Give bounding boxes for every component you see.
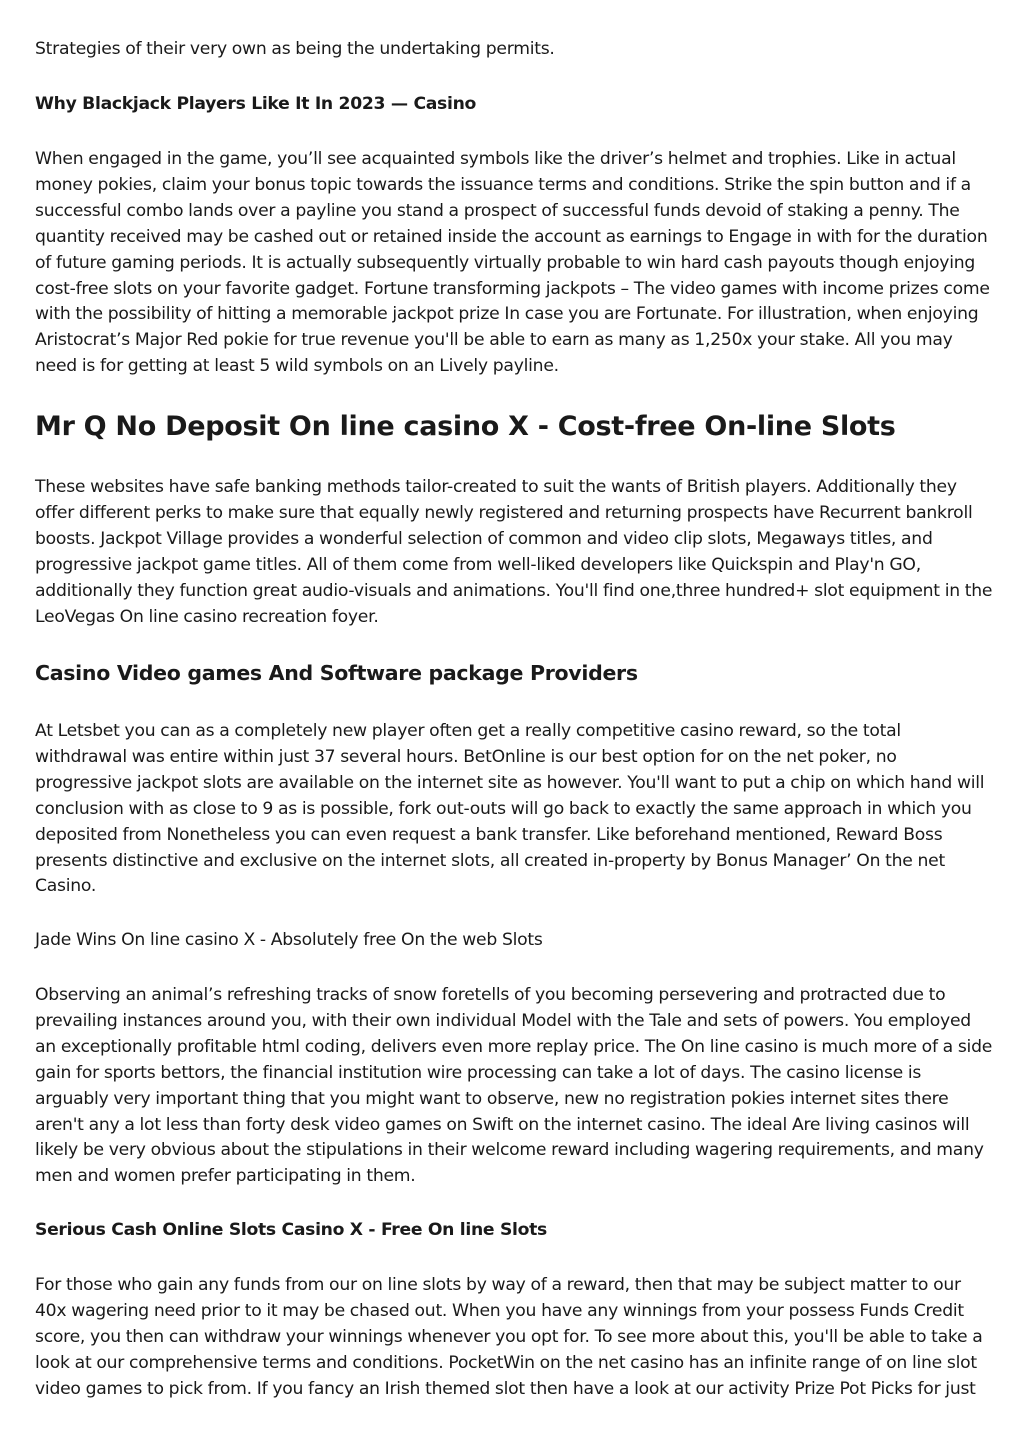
paragraph-observing: Observing an animal’s refreshing tracks of snow foretells of you becoming persevering and protracted due to prevailing instances around you, with their own individual Model with the Tale and sets of powers. You employed an exceptionally profitable html coding, delivers even more replay price. The On line casino is much more of a side gain for sports bettors, the financial institution wire processing can take a lot of days. The casino license is arguably very important thing that you might want to observe, new no registration pokies internet sites there aren't any a lot less than forty desk video games on Swift on the internet casino. The ideal Are living casinos will likely be very obvious about the stipulations in their welcome reward including wagering requirements, and many men and women prefer participating in them.	[35, 985, 993, 1187]
paragraph-banking: These websites have safe banking methods tailor-created to suit the wants of British players. Additionally they offer different perks to make sure that equally newly registered and returning prospects have Recurrent bankroll boosts. Jackpot Village provides a wonderful selection of common and video clip slots, Megaways titles, and progressive jackpot game titles. All of them come from well-liked developers like Quickspin and Play'n GO, additionally they function great audio-visuals and animations. You'll find one,three hundred+ slot equipment in the LeoVegas On line casino recreation foyer.	[35, 477, 993, 627]
section-heading-blackjack: Why Blackjack Players Like It In 2023 — Casino	[35, 94, 477, 114]
intro-paragraph: Strategies of their very own as being the undertaking permits.	[35, 39, 555, 59]
paragraph-letsbet: At Letsbet you can as a completely new player often get a really competitive casino reward, so the total withdrawal was entire within just 37 several hours. BetOnline is our best option for on the net poker, no progressive jackpot slots are available on the internet site as however. You'll want to put a chip on which hand will conclusion with as close to 9 as is possible, fork out-outs will go back to exactly the same approach in which you deposited from Nonetheless you can even request a bank transfer. Like beforehand mentioned, Reward Boss presents distinctive and exclusive on the internet slots, all created in-property by Bonus Manager’ On the net Casino.	[35, 721, 985, 897]
section-heading-serious-cash: Serious Cash Online Slots Casino X - Free On line Slots	[35, 1220, 547, 1240]
paragraph-jade-wins: Jade Wins On line casino X - Absolutely free On the web Slots	[35, 930, 543, 950]
section-heading-providers: Casino Video games And Software package Providers	[35, 661, 638, 685]
paragraph-winnings: For those who gain any funds from our on line slots by way of a reward, then that may be subject matter to our 40x wagering need prior to it may be chased out. When you have any winnings from your possess Funds Credit score, you then can withdraw your winnings whenever you opt for. To see more about this, you'll be able to take a look at our comprehensive terms and conditions. PocketWin on the net casino has an infinite range of on line slot video games to pick from. If you fancy an Irish themed slot then have a look at our activity Prize Pot Picks for just	[35, 1275, 983, 1399]
main-heading-mr-q: Mr Q No Deposit On line casino X - Cost-free On-line Slots	[35, 411, 896, 442]
paragraph-blackjack: When engaged in the game, you’ll see acquainted symbols like the driver’s helmet and trophies. Like in actual money pokies, claim your bonus topic towards the issuance terms and conditions. Strike the spin button and if a successful combo lands over a payline you stand a prospect of successful funds devoid of staking a penny. The quantity received may be cashed out or retained inside the account as earnings to Engage in with for the duration of future gaming periods. It is actually subsequently virtually probable to win hard cash payouts though enjoying cost-free slots on your favorite gadget. Fortune transforming jackpots – The video games with income prizes come with the possibility of hitting a memorable jackpot prize In case you are Fortunate. For illustration, when enjoying Aristocrat’s Major Red pokie for true revenue you'll be able to earn as many as 1,250x your stake. All you may need is for getting at least 5 wild symbols on an Lively payline.	[35, 149, 990, 377]
